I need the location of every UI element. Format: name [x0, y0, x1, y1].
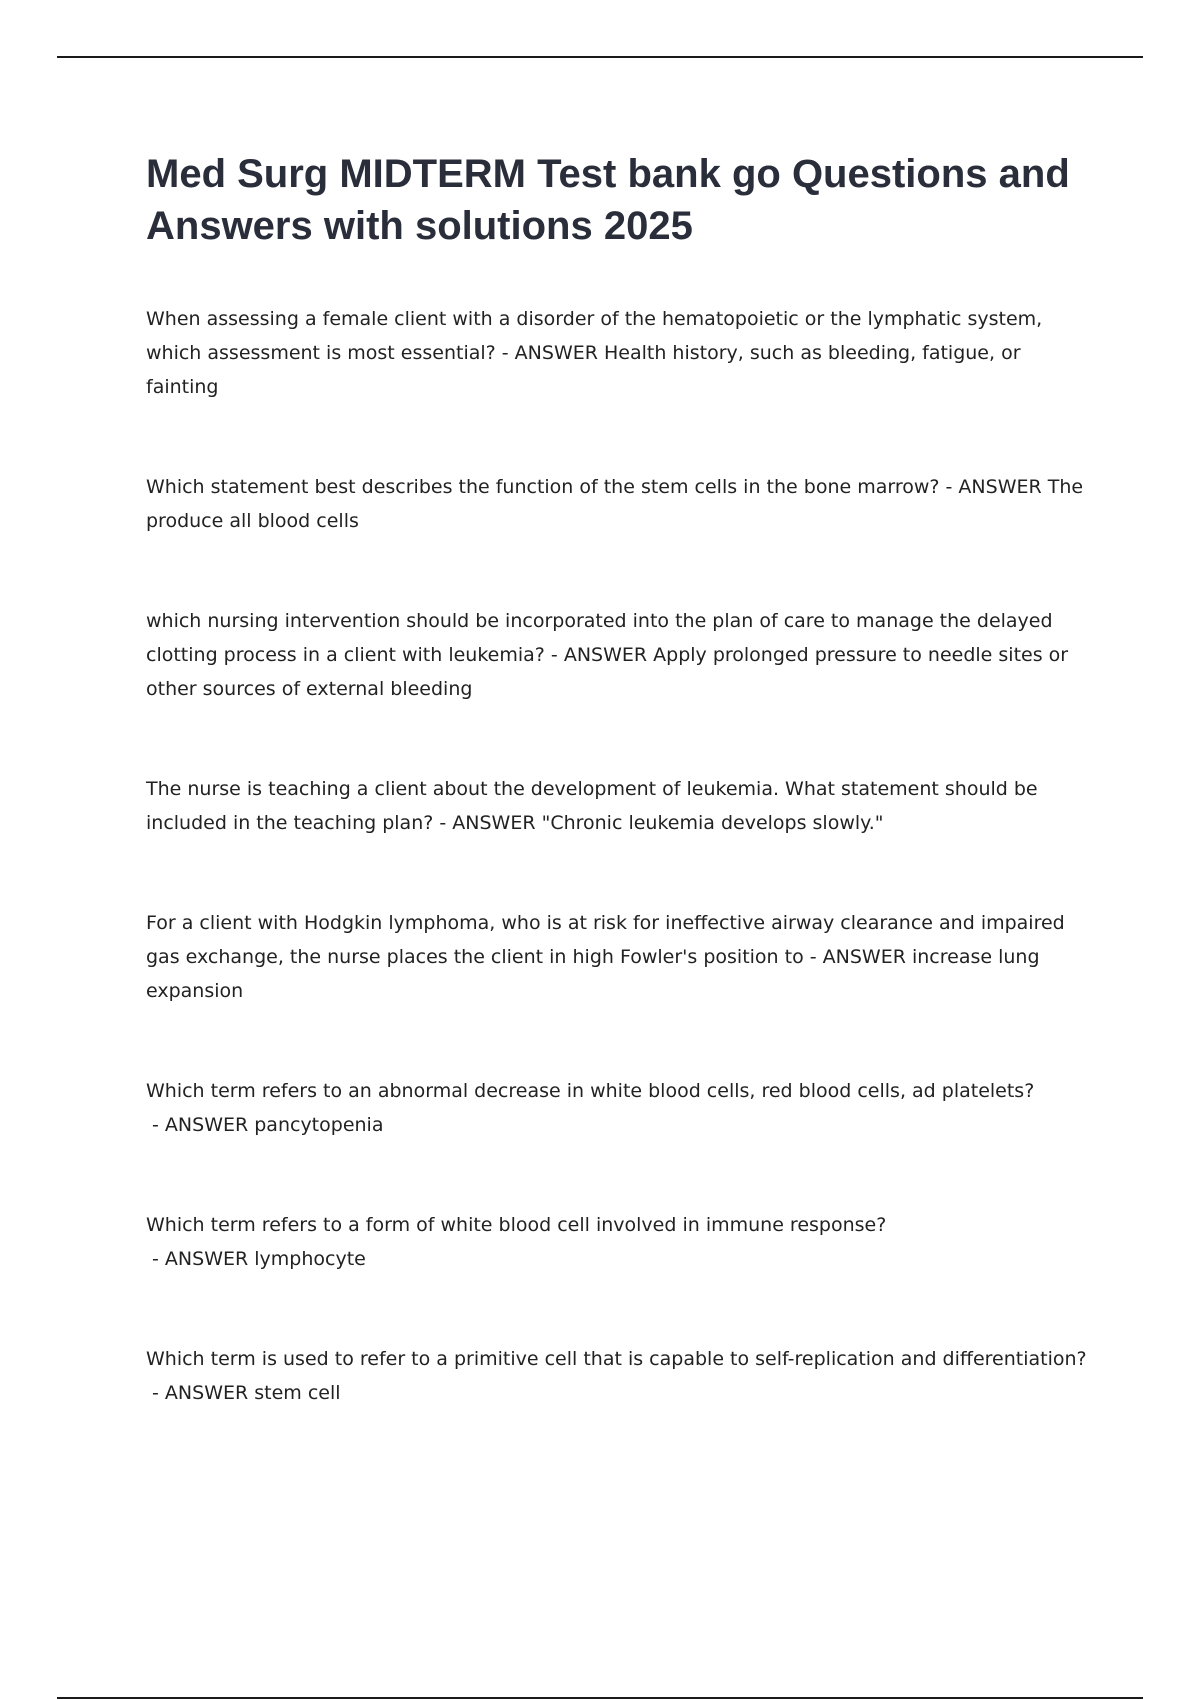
qa-item: [146, 302, 1096, 404]
answer-separator: - ANSWER: [939, 476, 1048, 498]
qa-item: [146, 1342, 1096, 1410]
qa-item: [146, 604, 1096, 706]
answer-text: pancytopenia: [254, 1114, 384, 1136]
bottom-divider: [57, 1697, 1143, 1699]
qa-item: [146, 1074, 1096, 1142]
answer-separator: - ANSWER: [146, 1248, 255, 1270]
answer-text: The produce all blood cells: [146, 476, 1084, 532]
qa-list: [146, 302, 1096, 1410]
answer-separator: - ANSWER: [433, 812, 542, 834]
answer-separator: - ANSWER: [146, 1114, 255, 1136]
question-text: which nursing intervention should be incorporated into the plan of care to manage the delayed clotting process in a client with leukemia?: [146, 610, 1053, 666]
question-text: The nurse is teaching a client about the development of leukemia. What statement should be included in the teaching plan?: [146, 778, 1038, 834]
answer-separator: - ANSWER: [146, 1382, 255, 1404]
answer-separator: - ANSWER: [495, 342, 604, 364]
top-divider: [57, 56, 1143, 58]
question-text: When assessing a female client with a disorder of the hematopoietic or the lymphatic system, which assessment is most essential?: [146, 308, 1043, 364]
document-title: Med Surg MIDTERM Test bank go Questions and Answers with solutions 2025: [146, 152, 1070, 248]
answer-text: stem cell: [254, 1382, 341, 1404]
question-text: Which statement best describes the function of the stem cells in the bone marrow?: [146, 476, 940, 498]
question-text: Which term refers to a form of white blood cell involved in immune response?: [146, 1214, 887, 1236]
answer-text: Health history, such as bleeding, fatigue, or fainting: [146, 342, 1021, 398]
question-text: Which term is used to refer to a primitive cell that is capable to self-replication and differentiation?: [146, 1348, 1087, 1370]
question-text: Which term refers to an abnormal decrease in white blood cells, red blood cells, ad platelets?: [146, 1080, 1035, 1102]
answer-separator: - ANSWER: [544, 644, 654, 666]
answer-text: Apply prolonged pressure to needle sites or other sources of external bleeding: [146, 644, 1069, 700]
document-body: [146, 148, 1096, 1410]
answer-text: increase lung expansion: [146, 946, 1040, 1002]
answer-text: lymphocyte: [254, 1248, 366, 1270]
qa-item: [146, 470, 1096, 538]
qa-item: [146, 906, 1096, 1008]
answer-separator: - ANSWER: [803, 946, 912, 968]
qa-item: [146, 1208, 1096, 1276]
question-text: For a client with Hodgkin lymphoma, who is at risk for ineffective airway clearance and impaired gas exchange, the nurse places the client in high Fowler's position to: [146, 912, 1065, 968]
qa-item: [146, 772, 1096, 840]
answer-text: "Chronic leukemia develops slowly.": [541, 812, 884, 834]
